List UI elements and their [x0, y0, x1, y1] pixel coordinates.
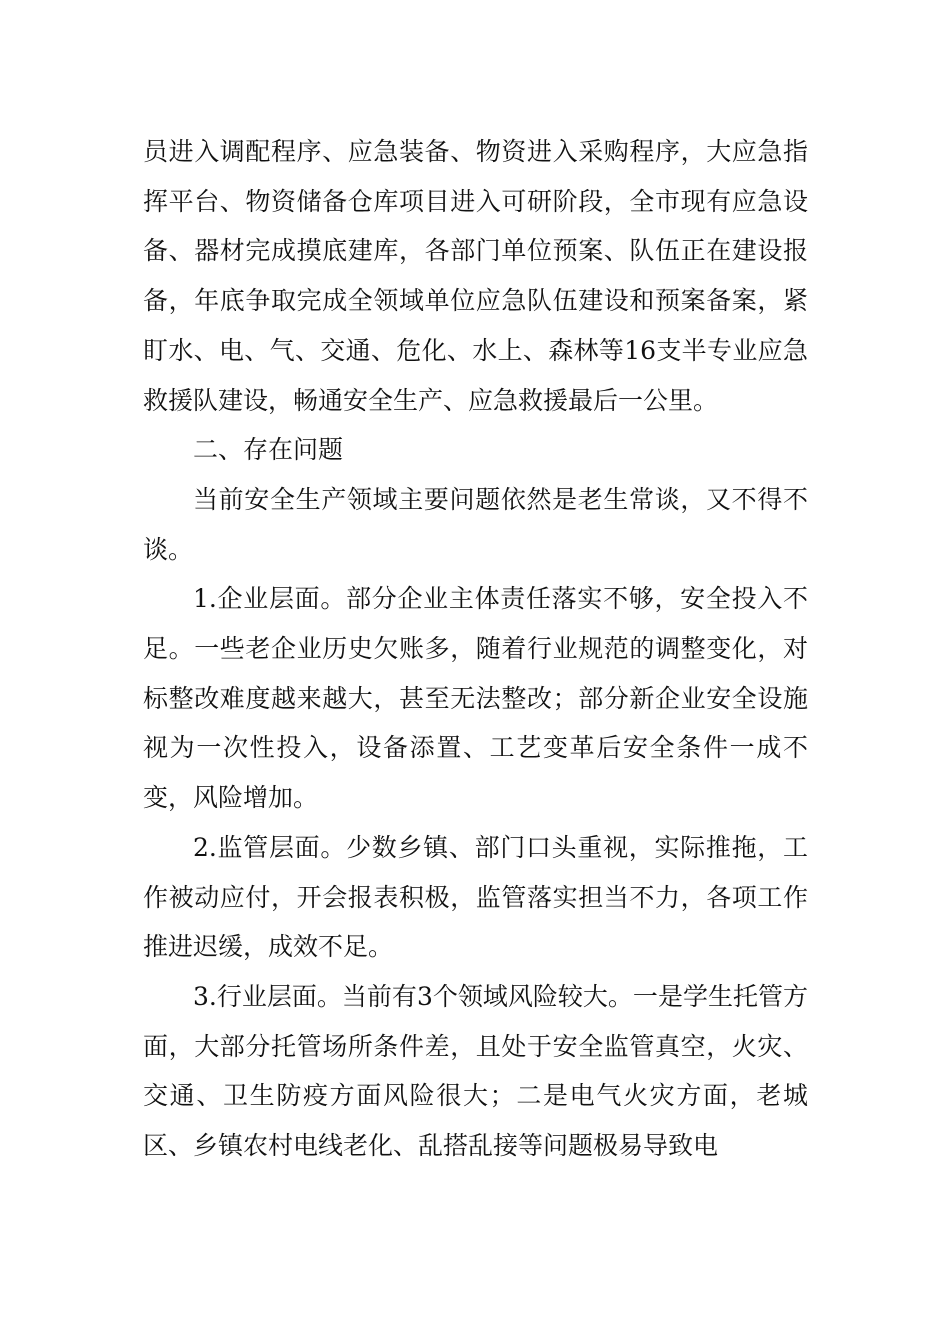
document-body	[143, 127, 808, 1171]
paragraph-supervision-level: 2.监管层面。少数乡镇、部门口头重视，实际推拖，工作被动应付，开会报表积极，监管落实担当不力，各项工作推进迟缓，成效不足。	[143, 832, 808, 962]
section-heading: 二、存在问题	[193, 435, 344, 465]
paragraph-industry-level: 3.行业层面。当前有3个领域风险较大。一是学生托管方面，大部分托管场所条件差，且处于安全监管真空，火灾、交通、卫生防疫方面风险很大；二是电气火灾方面，老城区、乡镇农村电线老化、乱搭乱接等问题极易导致电	[143, 981, 808, 1161]
paragraph-enterprise-level: 1.企业层面。部分企业主体责任落实不够，安全投入不足。一些老企业历史欠账多，随着行业规范的调整变化，对标整改难度越来越大，甚至无法整改；部分新企业安全设施视为一次性投入，设备添置、工艺变革后安全条件一成不变，风险增加。	[143, 584, 808, 813]
paragraph-continuation: 员进入调配程序、应急装备、物资进入采购程序，大应急指挥平台、物资储备仓库项目进入可研阶段，全市现有应急设备、器材完成摸底建库，各部门单位预案、队伍正在建设报备，年底争取完成全领域单位应急队伍建设和预案备案，紧盯水、电、气、交通、危化、水上、森林等16支半专业应急救援队建设，畅通安全生产、应急救援最后一公里。	[143, 137, 808, 415]
paragraph-intro: 当前安全生产领域主要问题依然是老生常谈，又不得不谈。	[143, 484, 808, 564]
